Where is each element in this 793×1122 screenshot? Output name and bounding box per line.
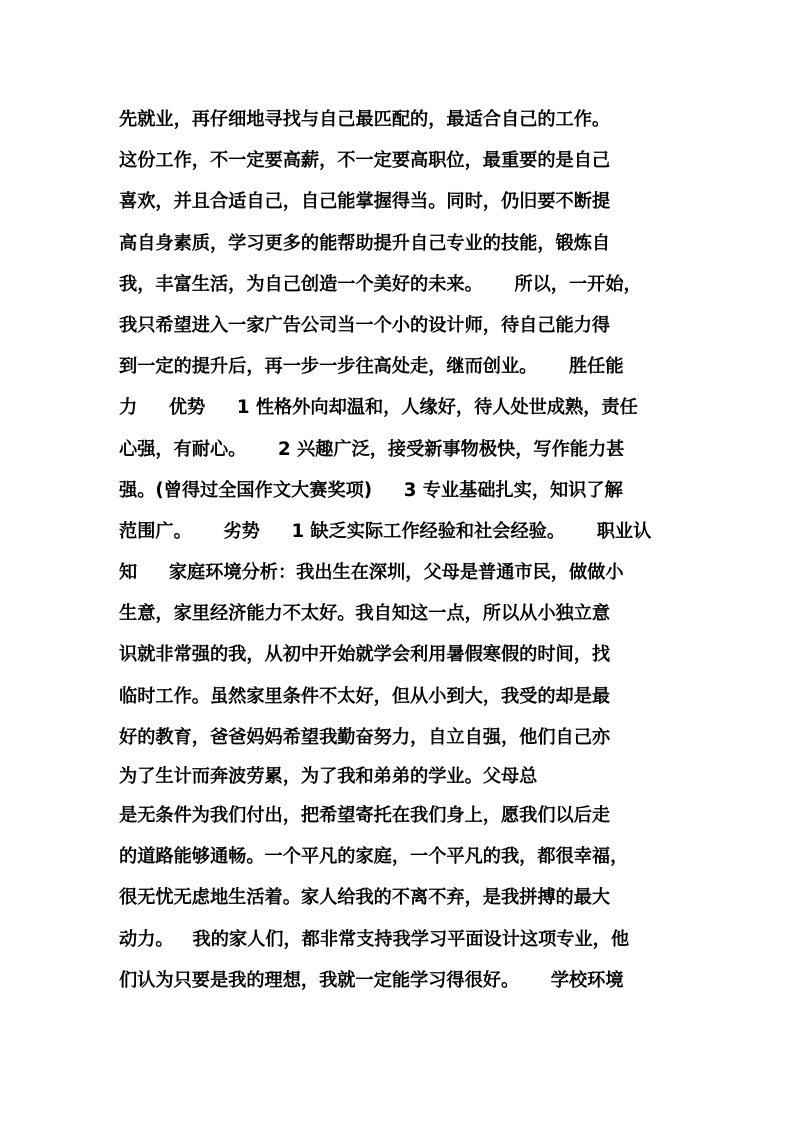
text-line: 们认为只要是我的理想，我就一定能学习得很好。 学校环境 [119, 969, 624, 991]
text-line: 好的教育，爸爸妈妈希望我勤奋努力，自立自强，他们自己亦 [119, 726, 611, 748]
text-line: 到一定的提升后，再一步一步往高处走，继而创业。 胜任能 [119, 356, 624, 378]
text-line: 这份工作，不一定要高薪，不一定要高职位，最重要的是自己 [119, 150, 611, 172]
text-line: 力 优势 1 性格外向却温和，人缘好，待人处世成熟，责任 [119, 397, 638, 419]
text-line: 临时工作。虽然家里条件不太好，但从小到大，我受的却是最 [119, 685, 611, 707]
text-line: 范围广。 劣势 1 缺乏实际工作经验和社会经验。 职业认 [119, 520, 652, 542]
text-line: 知 家庭环境分析：我出生在深圳，父母是普通市民，做做小 [119, 562, 624, 584]
text-line: 我，丰富生活，为自己创造一个美好的未来。 所以，一开始， [119, 273, 642, 295]
text-line: 心强，有耐心。 2 兴趣广泛，接受新事物极快，写作能力甚 [119, 438, 625, 460]
text-line: 识就非常强的我，从初中开始就学会利用暑假寒假的时间，找 [119, 644, 611, 666]
text-line: 的道路能够通畅。一个平凡的家庭，一个平凡的我，都很幸福， [119, 846, 629, 868]
text-line: 为了生计而奔波劳累，为了我和弟弟的学业。父母总 [119, 766, 538, 787]
text-line: 高自身素质，学习更多的能帮助提升自己专业的技能，锻炼自 [119, 232, 611, 254]
text-line: 生意，家里经济能力不太好。我自知这一点，所以从小独立意 [119, 603, 611, 625]
text-line: 喜欢，并且合适自己，自己能掌握得当。同时，仍旧要不断提 [119, 191, 611, 213]
text-line: 是无条件为我们付出，把希望寄托在我们身上，愿我们以后走 [119, 805, 611, 826]
text-line: 我只希望进入一家广告公司当一个小的设计师，待自己能力得 [119, 314, 611, 336]
text-line: 很无忧无虑地生活着。家人给我的不离不弃，是我拼搏的最大 [119, 887, 611, 909]
body-text [119, 99, 679, 1001]
text-line: 动力。 我的家人们，都非常支持我学习平面设计这项专业，他 [119, 928, 630, 950]
text-line: 先就业，再仔细地寻找与自己最匹配的，最适合自己的工作。 [119, 109, 611, 130]
text-line: 强。(曾得过全国作文大赛奖项) 3 专业基础扎实，知识了解 [119, 479, 623, 501]
